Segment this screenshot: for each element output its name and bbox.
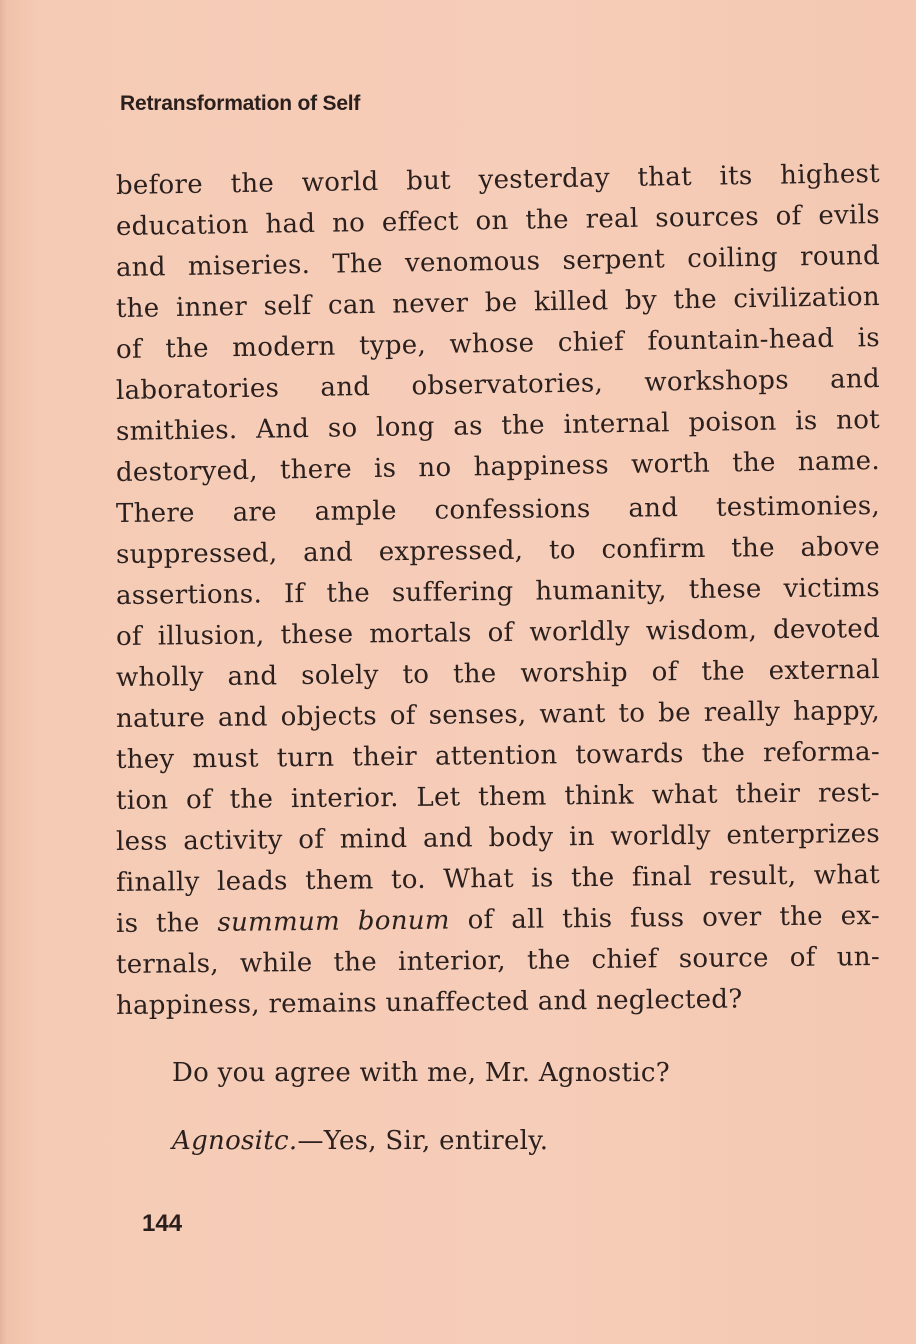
text-segment: is the: [115, 907, 218, 939]
text-segment: of all this fuss over the ex-: [449, 901, 881, 936]
speaker-name: Agnositc.: [172, 1126, 298, 1156]
text-line: tion of the interior. Let them think what their rest-: [115, 778, 881, 816]
text-line: they must turn their attention towards the reforma-: [115, 737, 881, 775]
text-line: assertions. If the suffering humanity, these victims: [115, 573, 881, 611]
text-line: nature and objects of senses, want to be really happy,: [115, 696, 881, 734]
text-line: of illusion, these mortals of worldly wisdom, devoted: [115, 614, 881, 652]
text-line: finally leads them to. What is the final result, what: [115, 860, 881, 898]
running-head: Retransformation of Self: [120, 92, 361, 115]
text-line: ternals, while the interior, the chief source of un-: [115, 942, 881, 980]
paragraph: [115, 159, 881, 1027]
text-line: before the world but yesterday that its highest: [115, 159, 881, 201]
text-line: destoryed, there is no happiness worth the name.: [115, 446, 881, 488]
text-line: suppressed, and expressed, to confirm the above: [115, 532, 881, 570]
question-line: Do you agree with me, Mr. Agnostic?: [172, 1058, 670, 1088]
latin-phrase: summum bonum: [217, 905, 450, 938]
text-line: laboratories and observatories, workshops and: [115, 364, 881, 406]
text-line: wholly and solely to the worship of the external: [115, 655, 881, 693]
text-line: the inner self can never be killed by the civilization: [115, 282, 881, 324]
text-line: less activity of mind and body in worldly enterprizes: [115, 819, 881, 857]
text-line: There are ample confessions and testimonies,: [115, 491, 881, 529]
page-gutter-shadow: [0, 0, 8, 1344]
answer-line: [172, 1126, 548, 1156]
text-line: education had no effect on the real sources of evils: [115, 200, 881, 242]
page-number: 144: [142, 1210, 183, 1237]
text-line: of the modern type, whose chief fountain-head is: [115, 323, 881, 365]
text-line: and miseries. The venomous serpent coiling round: [115, 241, 881, 283]
answer-text: —Yes, Sir, entirely.: [297, 1126, 549, 1156]
text-line: smithies. And so long as the internal poison is not: [115, 405, 881, 447]
text-line: happiness, remains unaffected and neglected?: [115, 984, 743, 1021]
